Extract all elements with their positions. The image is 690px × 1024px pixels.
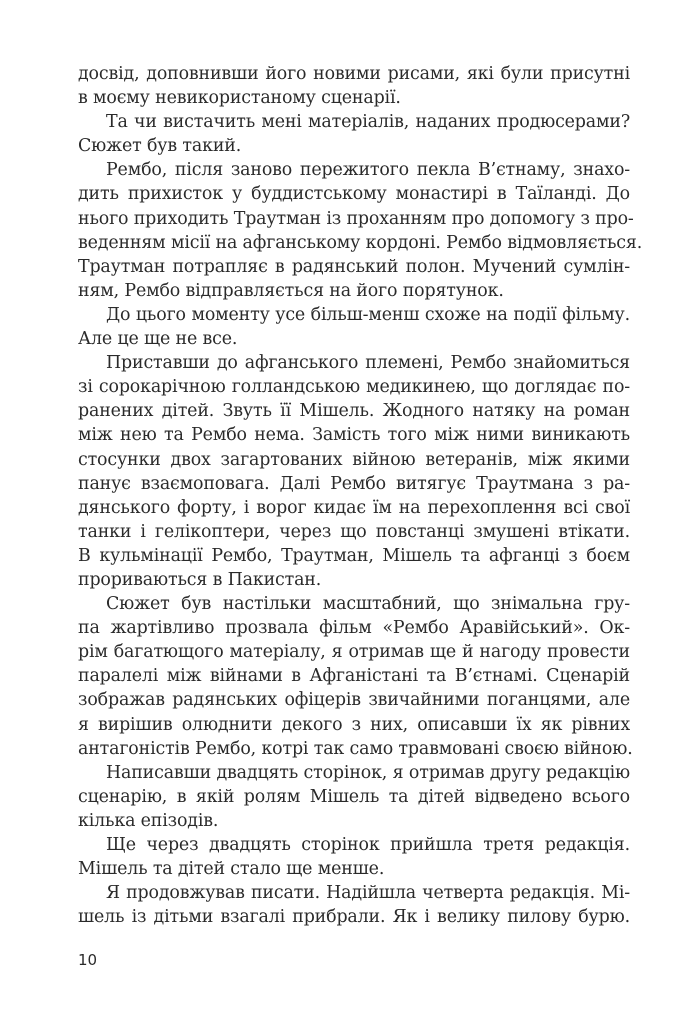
- text-line: стосунки двох загартованих війною ветеранів, між якими: [78, 449, 630, 470]
- text-line: Приставши до афганського племені, Рембо знайомиться: [106, 353, 630, 374]
- text-line: дить прихисток у буддистському монастирі в Таїланді. До: [78, 184, 630, 205]
- text-line: Траутман потрапляє в радянський полон. Мучений сумлін-: [78, 256, 630, 277]
- text-line: нього приходить Траутман із проханням про допомогу з про-: [78, 208, 634, 229]
- text-line: Сюжет був такий.: [78, 136, 242, 157]
- text-line: танки і гелікоптери, через що повстанці змушені втікати.: [78, 521, 630, 542]
- text-line: веденням місії на афганському кордоні. Рембо відмовляється.: [78, 232, 643, 253]
- text-line: паралелі між війнами в Афганістані та В’єтнамі. Сценарій: [78, 666, 630, 687]
- text-line: дянського форту, і ворог кидає їм на перехоплення всі свої: [78, 497, 630, 518]
- text-line: в моєму невикористаному сценарії.: [78, 88, 401, 109]
- text-line: Написавши двадцять сторінок, я отримав другу редакцію: [106, 762, 630, 783]
- text-line: досвід, доповнивши його новими рисами, які були присутні: [78, 64, 630, 84]
- text-line: Але це ще не все.: [78, 329, 238, 350]
- text-line: Я продовжував писати. Надійшла четверта редакція. Мі-: [106, 883, 630, 904]
- text-line: Та чи вистачить мені матеріалів, наданих продюсерами?: [106, 112, 630, 133]
- text-line: рім багатющого матеріалу, я отримав ще й нагоду провести: [78, 642, 630, 663]
- page-number: 10: [78, 951, 98, 969]
- text-line: сценарію, в якій ролям Мішель та дітей відведено всього: [78, 786, 630, 807]
- text-line: прориваються в Пакистан.: [78, 569, 322, 590]
- text-line: ранених дітей. Звуть її Мішель. Жодного натяку на роман: [78, 401, 630, 422]
- text-line: Рембо, після заново пережитого пекла В’єтнаму, знахо-: [106, 160, 630, 181]
- text-line: зображав радянських офіцерів звичайними поганцями, але: [78, 690, 630, 711]
- text-line: До цього моменту усе більш-менш схоже на події фільму.: [106, 304, 630, 325]
- page-body: [78, 62, 643, 929]
- text-line: В кульмінації Рембо, Траутман, Мішель та афганці з боєм: [78, 545, 630, 566]
- text-line: антагоністів Рембо, котрі так само травмовані своєю війною.: [78, 738, 633, 759]
- text-line: зі сорокарічною голландською медикинею, що доглядає по-: [78, 377, 630, 398]
- text-line: панує взаємоповага. Далі Рембо витягує Траутмана з ра-: [78, 473, 630, 494]
- text-line: Ще через двадцять сторінок прийшла третя редакція.: [106, 835, 630, 855]
- text-line: я вирішив олюднити декого з них, описавши їх як рівних: [78, 714, 630, 735]
- text-line: Мішель та дітей стало ще менше.: [78, 859, 385, 880]
- text-line: шель із дітьми взагалі прибрали. Як і велику пилову бурю.: [78, 907, 630, 928]
- text-line: па жартівливо прозвала фільм «Рембо Аравійський». Ок-: [78, 618, 630, 639]
- text-line: кілька епізодів.: [78, 810, 219, 831]
- text-line: Сюжет був настільки масштабний, що знімальна гру-: [106, 594, 630, 615]
- text-line: між нею та Рембо нема. Замість того між ними виникають: [78, 425, 630, 446]
- text-line: ням, Рембо відправляється на його порятунок.: [78, 280, 504, 301]
